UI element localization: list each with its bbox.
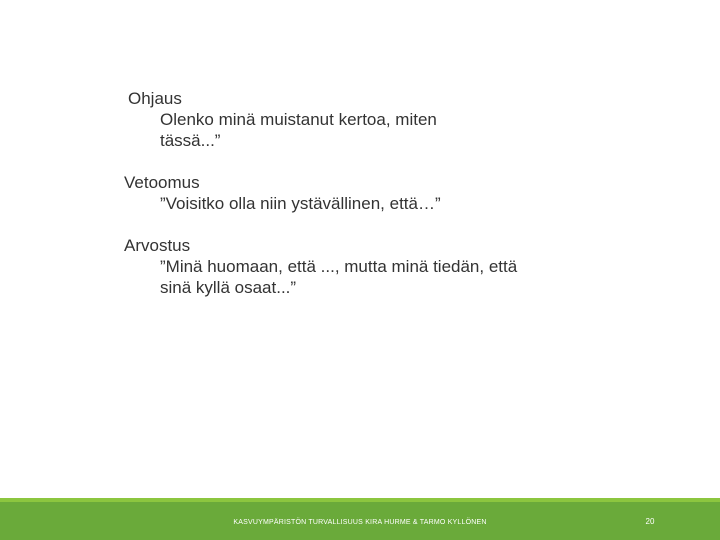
slide-content	[124, 88, 604, 298]
item-text: ”Minä huomaan, että ..., mutta minä tiedän, että sinä kyllä osaat...”	[160, 257, 518, 297]
list-item-vetoomus	[124, 172, 604, 214]
list-item-arvostus	[124, 235, 604, 298]
list-item-ohjaus	[124, 88, 604, 151]
footer-text: KASVUYMPÄRISTÖN TURVALLISUUS KIRA HURME & TARMO KYLLÖNEN	[233, 519, 487, 526]
item-heading: Vetoomus	[124, 173, 200, 192]
item-heading: Arvostus	[124, 236, 191, 255]
item-text: ”Voisitko olla niin ystävällinen, että…”	[160, 194, 441, 213]
item-text: Olenko minä muistanut kertoa, miten tässä...”	[160, 110, 437, 150]
item-heading: Ohjaus	[128, 89, 182, 108]
page-number: 20	[645, 517, 655, 526]
